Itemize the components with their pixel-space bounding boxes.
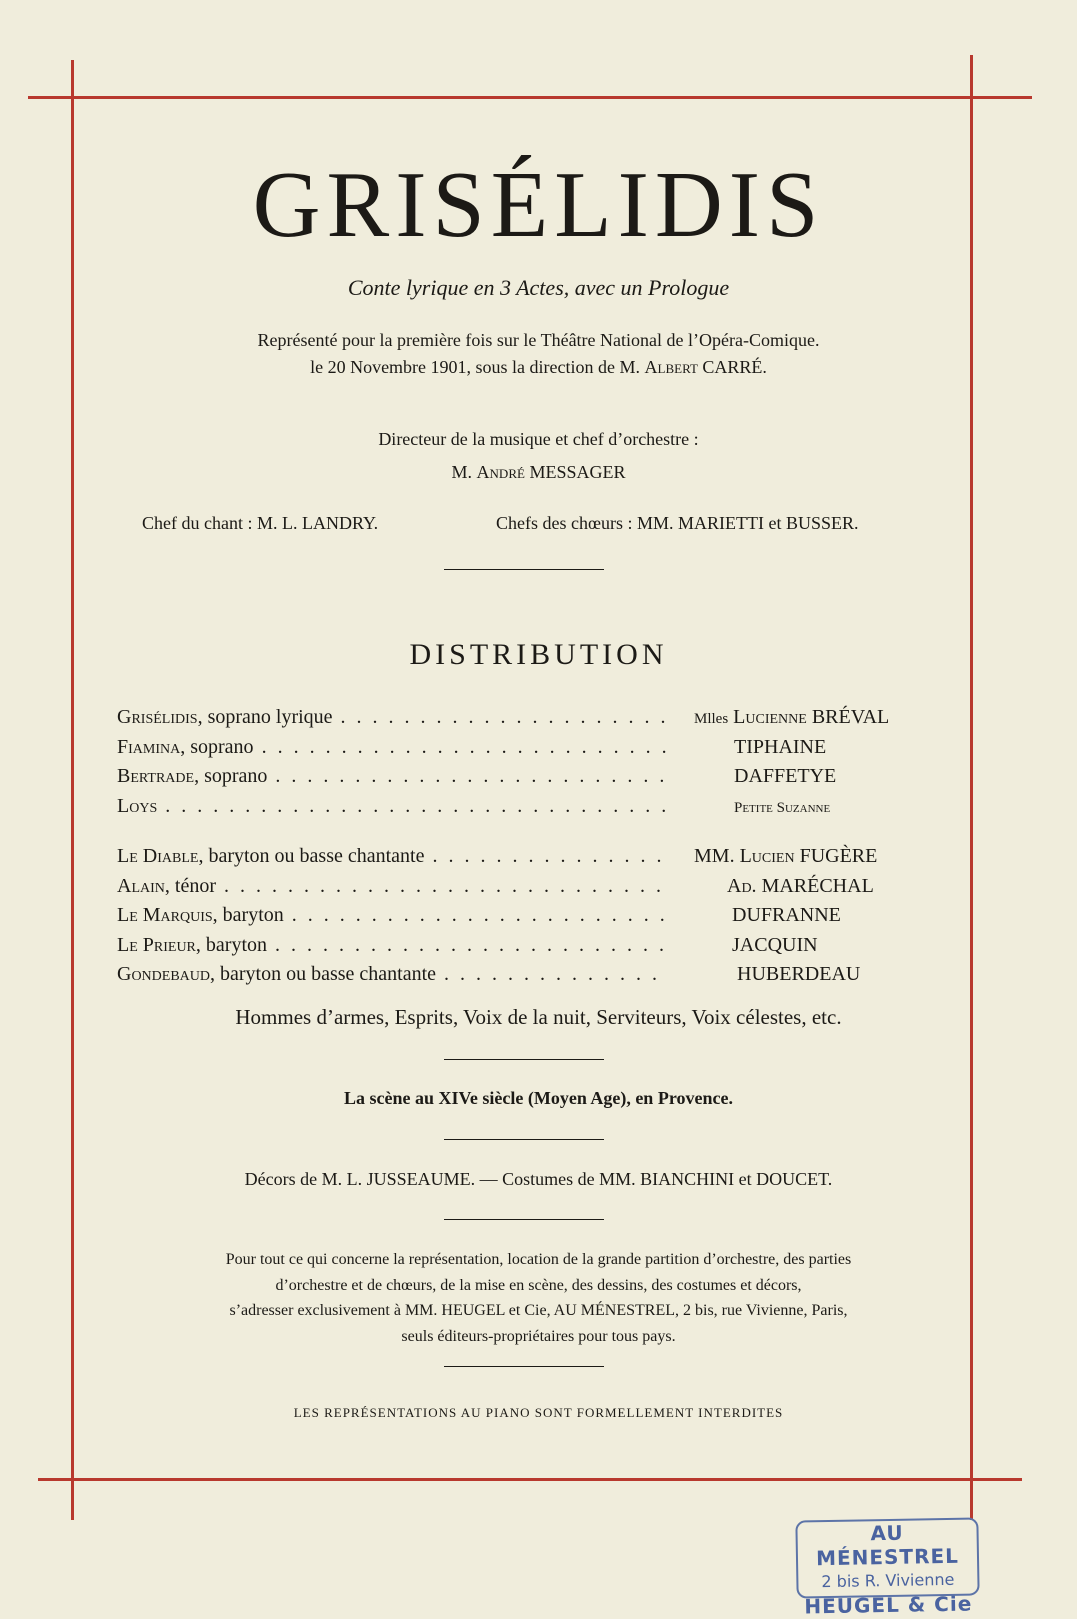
music-director-last: MESSAGER: [529, 462, 626, 482]
role-name: Le Prieur: [117, 934, 196, 956]
music-director-name: [0, 462, 1077, 483]
actor: [732, 934, 818, 957]
actor: [727, 875, 874, 898]
role-name: Fiamina: [117, 736, 181, 758]
actor-name: DUFRANNE: [732, 904, 841, 926]
premiere-line-2: [0, 357, 1077, 378]
actor-name: DAFFETYE: [734, 765, 837, 787]
extras-line: Hommes d’armes, Esprits, Voix de la nuit, Serviteurs, Voix célestes, etc.: [235, 1005, 842, 1029]
cast-row: [117, 706, 917, 736]
cast-row: [117, 845, 917, 875]
actor: [737, 963, 860, 986]
cast-row: [117, 963, 917, 993]
stamp-line: HEUGEL & Cie: [804, 1591, 973, 1619]
actor-prefix: MM.: [694, 845, 735, 867]
cast-row: [117, 736, 917, 766]
director-first-name: Albert: [644, 357, 698, 377]
rights-line: seuls éditeurs-propriétaires pour tous pays.: [401, 1327, 676, 1345]
role-name: Loys: [117, 795, 158, 817]
role-voice: , soprano lyrique: [197, 706, 333, 728]
distribution-heading: DISTRIBUTION: [409, 638, 668, 671]
rights-line: s’adresser exclusivement à MM. HEUGEL et Cie, AU MÉNESTREL, 2 bis, rue Vivienne, Paris,: [229, 1302, 848, 1319]
role: [117, 904, 667, 927]
role-voice: , ténor: [164, 875, 216, 897]
cast-row: [117, 795, 917, 825]
notice-line: LES REPRÉSENTATIONS AU PIANO SONT FORMELLEMENT INTERDITES: [293, 1405, 784, 1420]
role: [117, 963, 667, 986]
cast-row: [117, 875, 917, 905]
actor: [734, 765, 836, 788]
rights-paragraph: [0, 1247, 1077, 1349]
actor: [734, 736, 826, 759]
chefs-des-choeurs: Chefs des chœurs : MM. MARIETTI et BUSSER.: [496, 513, 859, 533]
rights-line: d’orchestre et de chœurs, de la mise en scène, des dessins, des costumes et décors,: [275, 1276, 802, 1294]
separator: [444, 1059, 604, 1060]
actor-name: MARÉCHAL: [761, 875, 874, 897]
rights-line: Pour tout ce qui concerne la représentation, location de la grande partition d’orchestre, des parties: [225, 1251, 852, 1268]
frame-bottom-rule: [38, 1478, 1022, 1481]
role-name: Le Marquis: [117, 904, 213, 926]
music-director-prefix: M.: [451, 462, 473, 482]
actor-first: Lucien: [739, 845, 795, 867]
role-voice: , baryton ou basse chantante: [198, 845, 425, 867]
role: [117, 795, 667, 818]
role-voice: , baryton ou basse chantante: [210, 963, 437, 985]
role: [117, 845, 667, 868]
decors-line: Décors de M. L. JUSSEAUME. — Costumes de MM. BIANCHINI et DOUCET.: [244, 1169, 833, 1189]
role-name: Grisélidis: [117, 706, 198, 728]
actor: [694, 706, 889, 729]
role-name: Le Diable: [117, 845, 199, 867]
director-last-name: CARRÉ.: [702, 357, 767, 377]
chef-du-chant: Chef du chant : M. L. LANDRY.: [142, 513, 379, 533]
cast-row: [117, 765, 917, 795]
role-name: Gondebaud: [117, 963, 210, 985]
actor-first: Lucienne: [733, 706, 807, 728]
stamp-line: AU MÉNESTREL: [815, 1520, 960, 1571]
role-voice: , baryton: [212, 904, 284, 926]
actor-name: FUGÈRE: [799, 845, 878, 867]
premiere-line-1: Représenté pour la première fois sur le Théâtre National de l’Opéra-Comique.: [257, 330, 820, 350]
actor: [734, 795, 830, 818]
actor-name: HUBERDEAU: [737, 963, 861, 985]
separator: [444, 1139, 604, 1140]
role-name: Bertrade: [117, 765, 195, 787]
frame-top-rule: [28, 96, 1032, 99]
cast-row: [117, 934, 917, 964]
role-voice: , soprano: [194, 765, 268, 787]
cast-row: [117, 904, 917, 934]
actor-name: JACQUIN: [732, 934, 818, 956]
stamp-line: 2 bis R. Vivienne: [821, 1569, 955, 1592]
separator: [444, 1366, 604, 1367]
separator: [444, 569, 604, 570]
actor-first: Petite Suzanne: [734, 800, 831, 816]
role-voice: , baryton: [195, 934, 267, 956]
scene-line: La scène au XIVe siècle (Moyen Age), en Provence.: [344, 1088, 733, 1108]
actor-name: TIPHAINE: [734, 736, 827, 758]
role: [117, 934, 667, 957]
role: [117, 765, 667, 788]
publisher-stamp: [795, 1517, 979, 1619]
separator: [444, 1219, 604, 1220]
role-name: Alain: [117, 875, 165, 897]
premiere-prefix: le 20 Novembre 1901, sous la direction de M.: [310, 357, 641, 377]
subtitle: Conte lyrique en 3 Actes, avec un Prologue: [347, 275, 730, 300]
music-director-first: André: [476, 462, 525, 482]
page-title: GRISÉLIDIS: [252, 153, 825, 257]
role: [117, 706, 667, 729]
role-voice: , soprano: [180, 736, 254, 758]
music-director-label: Directeur de la musique et chef d’orchestre :: [378, 429, 699, 449]
actor: [732, 904, 841, 927]
actor-name: BRÉVAL: [811, 706, 890, 728]
actor-prefix: Mlles: [694, 711, 729, 727]
role: [117, 736, 667, 759]
role: [117, 875, 667, 898]
actor-first: Ad.: [727, 875, 757, 897]
actor: [694, 845, 877, 868]
